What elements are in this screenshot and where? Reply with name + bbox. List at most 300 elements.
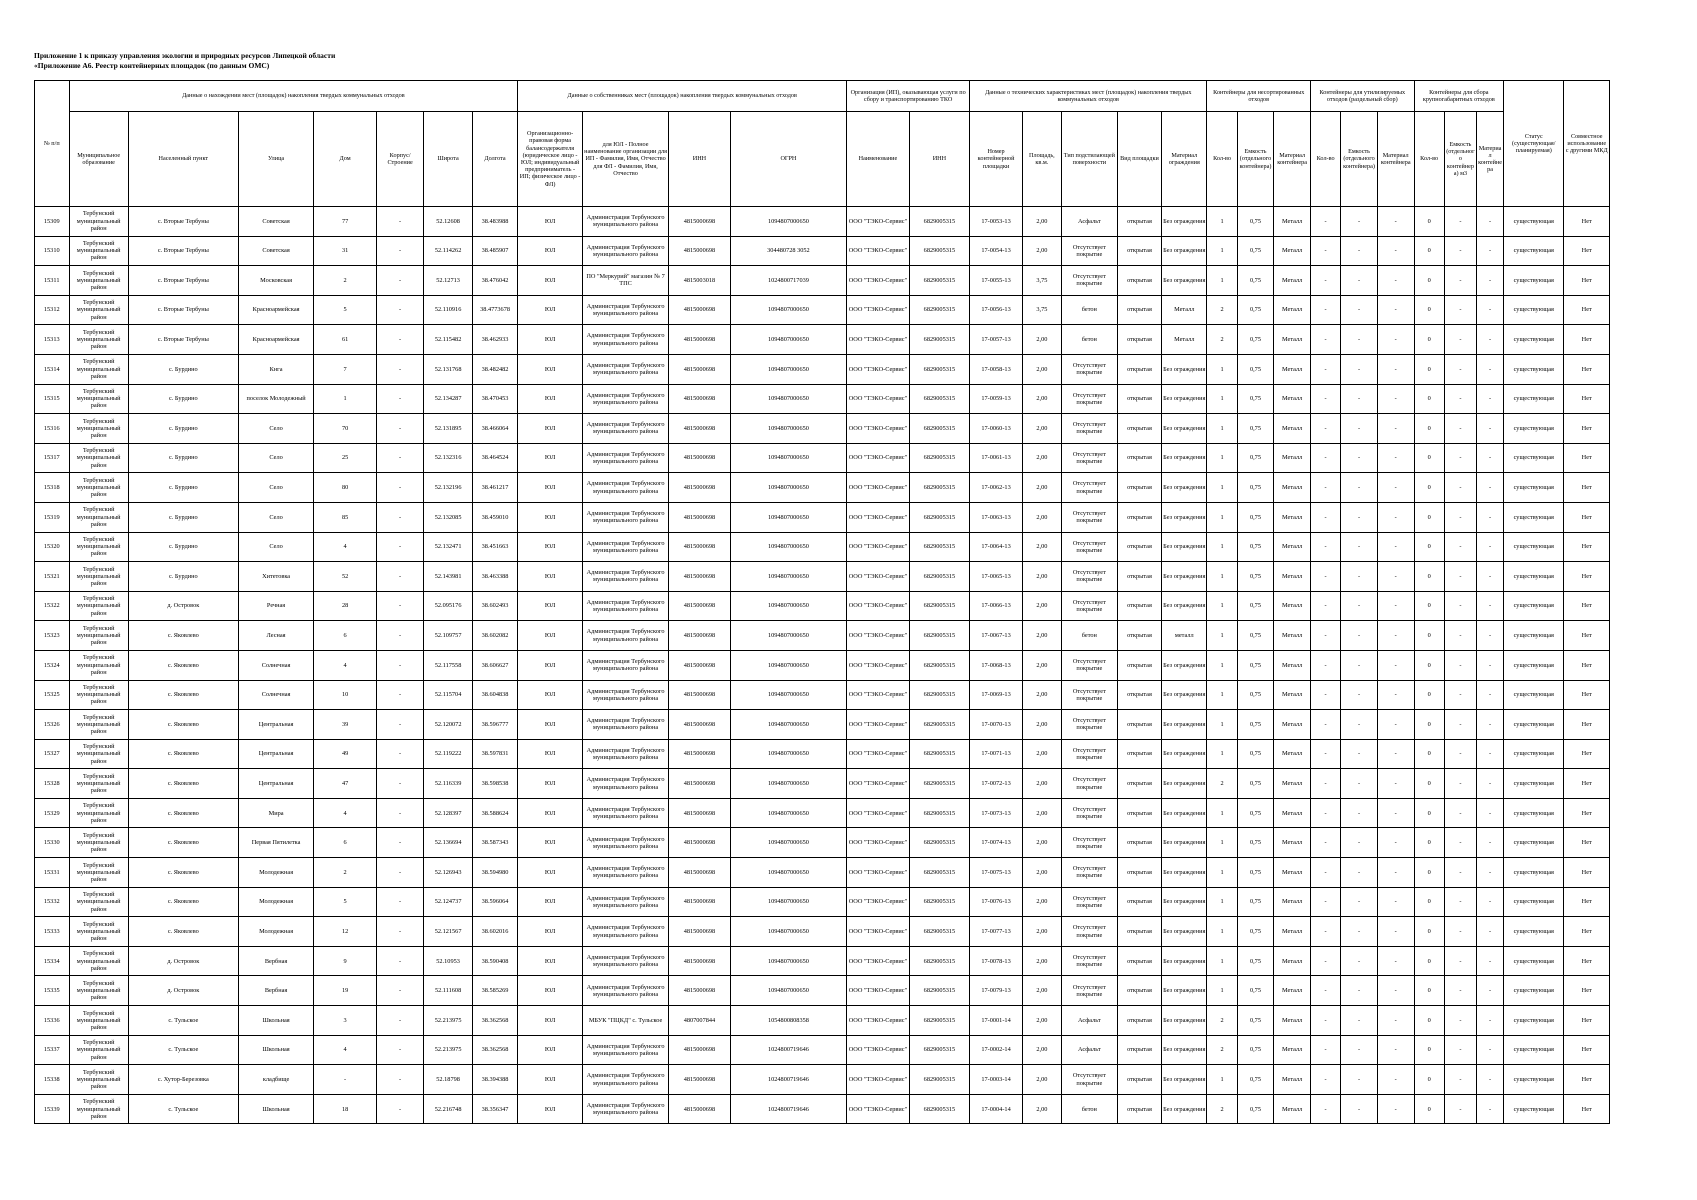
table-cell: - <box>376 236 423 266</box>
table-cell: Молодежная <box>238 917 314 947</box>
table-row <box>35 621 1610 651</box>
table-cell: Администрация Тербунского муниципального района <box>582 946 668 976</box>
table-cell: 52.109757 <box>424 621 473 651</box>
table-cell: - <box>1477 325 1504 355</box>
table-cell: - <box>376 680 423 710</box>
table-cell: 17-0063-13 <box>970 502 1023 532</box>
table-cell: существующая <box>1504 325 1564 355</box>
table-cell: 1094807000650 <box>730 443 847 473</box>
table-cell: Нет <box>1564 1006 1610 1036</box>
table-cell: 4815000698 <box>669 207 730 237</box>
table-cell: - <box>1377 946 1414 976</box>
table-cell: 15319 <box>35 502 70 532</box>
table-cell: - <box>1341 207 1378 237</box>
column-header: Материал контейнера <box>1274 112 1311 207</box>
table-cell: 0 <box>1414 1035 1444 1065</box>
table-cell: 1024800717039 <box>730 266 847 296</box>
table-cell: 1094807000650 <box>730 887 847 917</box>
table-cell: Село <box>238 473 314 503</box>
table-cell: 6829005315 <box>909 207 969 237</box>
column-header: Наименование <box>847 112 910 207</box>
table-cell: существующая <box>1504 680 1564 710</box>
table-cell: - <box>1341 828 1378 858</box>
table-cell: 0 <box>1414 946 1444 976</box>
table-cell: - <box>1377 354 1414 384</box>
table-cell: - <box>1341 266 1378 296</box>
table-cell: существующая <box>1504 1006 1564 1036</box>
table-cell: 4 <box>314 798 377 828</box>
table-cell: - <box>1341 532 1378 562</box>
table-cell: - <box>376 710 423 740</box>
table-cell: существующая <box>1504 473 1564 503</box>
table-cell: Красноармейская <box>238 295 314 325</box>
table-cell: 52.131895 <box>424 414 473 444</box>
table-cell: 52 <box>314 562 377 592</box>
table-cell: ЮЛ <box>518 562 583 592</box>
table-cell: Без ограждения <box>1162 739 1207 769</box>
table-cell: - <box>1444 207 1476 237</box>
table-cell: - <box>1444 443 1476 473</box>
table-cell: 6829005315 <box>909 621 969 651</box>
table-cell: - <box>1477 946 1504 976</box>
table-cell: ЮЛ <box>518 828 583 858</box>
table-cell: Металл <box>1274 236 1311 266</box>
table-cell: ЮЛ <box>518 650 583 680</box>
table-cell: с. Яковлево <box>128 680 238 710</box>
column-header: Площадь, кв.м. <box>1022 112 1061 207</box>
table-cell: Администрация Тербунского муниципального района <box>582 591 668 621</box>
table-cell: 15327 <box>35 739 70 769</box>
table-cell: ЮЛ <box>518 591 583 621</box>
table-cell: Металл <box>1274 443 1311 473</box>
table-cell: 4815000698 <box>669 414 730 444</box>
table-cell: - <box>1341 710 1378 740</box>
table-cell: Нет <box>1564 266 1610 296</box>
table-cell: 2,00 <box>1022 414 1061 444</box>
table-cell: 0 <box>1414 325 1444 355</box>
table-cell: ЮЛ <box>518 295 583 325</box>
table-cell: открытая <box>1117 887 1161 917</box>
table-cell: ЮЛ <box>518 798 583 828</box>
table-cell: Металл <box>1274 621 1311 651</box>
table-cell: - <box>1311 976 1341 1006</box>
table-cell: 38.476042 <box>472 266 517 296</box>
table-cell: 0,75 <box>1237 710 1274 740</box>
table-cell: - <box>1311 473 1341 503</box>
table-cell: Тербунский муниципальный район <box>69 354 128 384</box>
table-cell: - <box>1477 798 1504 828</box>
table-cell: 52.095176 <box>424 591 473 621</box>
table-cell: Без ограждения <box>1162 562 1207 592</box>
table-cell: 1 <box>1207 443 1237 473</box>
table-cell: с. Вторые Тербуны <box>128 295 238 325</box>
table-cell: Металл <box>1274 591 1311 621</box>
table-cell: 38.596777 <box>472 710 517 740</box>
table-cell: 52.213975 <box>424 1035 473 1065</box>
table-cell: открытая <box>1117 354 1161 384</box>
table-cell: ООО "ТЭКО-Сервис" <box>847 887 910 917</box>
table-cell: Тербунский муниципальный район <box>69 295 128 325</box>
table-cell: 52.114262 <box>424 236 473 266</box>
table-cell: 2 <box>314 266 377 296</box>
table-cell: Без ограждения <box>1162 1065 1207 1095</box>
table-cell: 38.596064 <box>472 887 517 917</box>
table-cell: 52.126943 <box>424 858 473 888</box>
table-cell: - <box>1377 798 1414 828</box>
table-cell: открытая <box>1117 1006 1161 1036</box>
table-cell: - <box>1377 917 1414 947</box>
table-cell: - <box>1377 266 1414 296</box>
table-cell: 0 <box>1414 502 1444 532</box>
table-cell: 17-0072-13 <box>970 769 1023 799</box>
table-cell: существующая <box>1504 502 1564 532</box>
table-cell: 17-0062-13 <box>970 473 1023 503</box>
table-cell: 2,00 <box>1022 1065 1061 1095</box>
table-cell: Школьная <box>238 1035 314 1065</box>
table-cell: открытая <box>1117 236 1161 266</box>
table-cell: - <box>1477 384 1504 414</box>
table-cell: 17-0057-13 <box>970 325 1023 355</box>
table-cell: - <box>1444 591 1476 621</box>
table-cell: Металл <box>1274 295 1311 325</box>
table-cell: - <box>1341 887 1378 917</box>
table-cell: - <box>1311 295 1341 325</box>
table-cell: ЮЛ <box>518 946 583 976</box>
table-cell: - <box>1377 1006 1414 1036</box>
table-cell: 17-0068-13 <box>970 650 1023 680</box>
table-cell: Отсутствует покрытие <box>1061 976 1117 1006</box>
table-cell: 9 <box>314 946 377 976</box>
table-cell: - <box>1311 562 1341 592</box>
table-cell: Нет <box>1564 354 1610 384</box>
table-cell: существующая <box>1504 1035 1564 1065</box>
table-cell: Тербунский муниципальный район <box>69 887 128 917</box>
table-cell: - <box>1444 710 1476 740</box>
table-cell: Нет <box>1564 443 1610 473</box>
table-cell: ЮЛ <box>518 414 583 444</box>
table-cell: 0 <box>1414 917 1444 947</box>
table-cell: - <box>1341 591 1378 621</box>
table-cell: с. Яковлево <box>128 739 238 769</box>
table-cell: - <box>376 769 423 799</box>
table-cell: ООО "ТЭКО-Сервис" <box>847 591 910 621</box>
table-row <box>35 384 1610 414</box>
table-cell: - <box>1311 1035 1341 1065</box>
table-cell: 1 <box>1207 473 1237 503</box>
table-cell: 15324 <box>35 650 70 680</box>
table-cell: 38.588624 <box>472 798 517 828</box>
table-cell: 6829005315 <box>909 798 969 828</box>
table-cell: Тербунский муниципальный район <box>69 858 128 888</box>
table-cell: - <box>1311 828 1341 858</box>
table-cell: Администрация Тербунского муниципального района <box>582 621 668 651</box>
table-cell: 38.461217 <box>472 473 517 503</box>
table-cell: - <box>1377 769 1414 799</box>
table-cell: ЮЛ <box>518 769 583 799</box>
table-cell: 2,00 <box>1022 1006 1061 1036</box>
table-row <box>35 828 1610 858</box>
table-cell: 0,75 <box>1237 1035 1274 1065</box>
table-cell: 1094807000650 <box>730 325 847 355</box>
table-cell: 17-0069-13 <box>970 680 1023 710</box>
table-cell: - <box>1477 739 1504 769</box>
table-cell: 4815000698 <box>669 384 730 414</box>
table-cell: - <box>1311 414 1341 444</box>
table-cell: д. Островок <box>128 976 238 1006</box>
table-cell: Без ограждения <box>1162 443 1207 473</box>
table-cell: 0 <box>1414 650 1444 680</box>
table-cell: Отсутствует покрытие <box>1061 858 1117 888</box>
table-cell: с. Бурдино <box>128 562 238 592</box>
table-cell: 17-0059-13 <box>970 384 1023 414</box>
table-cell: Металл <box>1274 562 1311 592</box>
table-cell: ООО "ТЭКО-Сервис" <box>847 680 910 710</box>
table-cell: 52.115704 <box>424 680 473 710</box>
table-cell: с. Вторые Тербуны <box>128 236 238 266</box>
table-cell: Металл <box>1274 710 1311 740</box>
table-row <box>35 354 1610 384</box>
table-cell: - <box>1377 1094 1414 1124</box>
table-cell: - <box>1477 236 1504 266</box>
table-cell: 2,00 <box>1022 591 1061 621</box>
table-cell: 2 <box>1207 1006 1237 1036</box>
table-cell: 2 <box>1207 1035 1237 1065</box>
table-cell: Тербунский муниципальный район <box>69 650 128 680</box>
table-cell: - <box>1341 1035 1378 1065</box>
table-cell: Металл <box>1274 769 1311 799</box>
table-cell: 17-0002-14 <box>970 1035 1023 1065</box>
table-cell: 2 <box>314 858 377 888</box>
table-cell: открытая <box>1117 739 1161 769</box>
table-row <box>35 532 1610 562</box>
table-cell: 15323 <box>35 621 70 651</box>
table-cell: Металл <box>1274 354 1311 384</box>
table-cell: 0,75 <box>1237 1065 1274 1095</box>
group-header: Данные о собственниках мест (площадок) накопления твердых коммунальных отходов <box>518 81 847 112</box>
table-cell: Тербунский муниципальный район <box>69 384 128 414</box>
table-cell: бетон <box>1061 295 1117 325</box>
table-cell: 17-0065-13 <box>970 562 1023 592</box>
table-cell: - <box>1341 414 1378 444</box>
column-header: ИНН <box>909 112 969 207</box>
table-cell: ЮЛ <box>518 207 583 237</box>
table-cell: Отсутствует покрытие <box>1061 650 1117 680</box>
table-cell: 0 <box>1414 1006 1444 1036</box>
table-cell: Администрация Тербунского муниципального района <box>582 887 668 917</box>
table-cell: 17-0075-13 <box>970 858 1023 888</box>
table-cell: Металл <box>1274 917 1311 947</box>
table-cell: Без ограждения <box>1162 384 1207 414</box>
table-cell: - <box>1311 354 1341 384</box>
table-cell: Школьная <box>238 1094 314 1124</box>
group-header: Данные о нахождении мест (площадок) накопления твердых коммунальных отходов <box>69 81 518 112</box>
table-cell: Без ограждения <box>1162 946 1207 976</box>
table-cell: 38.362568 <box>472 1006 517 1036</box>
table-cell: 0 <box>1414 532 1444 562</box>
table-cell: - <box>1341 236 1378 266</box>
table-cell: 17-0076-13 <box>970 887 1023 917</box>
table-cell: 17-0058-13 <box>970 354 1023 384</box>
table-cell: 1094807000650 <box>730 650 847 680</box>
table-cell: 49 <box>314 739 377 769</box>
table-row <box>35 710 1610 740</box>
table-cell: 0 <box>1414 207 1444 237</box>
table-cell: - <box>1444 946 1476 976</box>
table-cell: с. Яковлево <box>128 650 238 680</box>
table-cell: 4 <box>314 650 377 680</box>
table-cell: 4815000698 <box>669 858 730 888</box>
table-cell: Тербунский муниципальный район <box>69 591 128 621</box>
table-cell: - <box>1477 502 1504 532</box>
table-cell: 2,00 <box>1022 769 1061 799</box>
table-cell: - <box>376 473 423 503</box>
table-cell: Без ограждения <box>1162 887 1207 917</box>
table-cell: Асфальт <box>1061 207 1117 237</box>
table-cell: 2 <box>1207 1094 1237 1124</box>
table-cell: Село <box>238 414 314 444</box>
table-cell: 2,00 <box>1022 917 1061 947</box>
table-cell: 1094807000650 <box>730 562 847 592</box>
table-cell: 0,75 <box>1237 917 1274 947</box>
table-cell: 6829005315 <box>909 680 969 710</box>
table-cell: 17-0060-13 <box>970 414 1023 444</box>
table-cell: 15313 <box>35 325 70 355</box>
table-cell: кладбище <box>238 1065 314 1095</box>
column-header: Емкость (отдельного контейнера) <box>1341 112 1378 207</box>
table-cell: 6829005315 <box>909 591 969 621</box>
table-cell: Село <box>238 443 314 473</box>
table-cell: 6829005315 <box>909 887 969 917</box>
table-cell: Нет <box>1564 769 1610 799</box>
table-cell: 2,00 <box>1022 354 1061 384</box>
table-cell: - <box>376 650 423 680</box>
table-cell: Тербунский муниципальный район <box>69 207 128 237</box>
table-cell: 17-0078-13 <box>970 946 1023 976</box>
table-cell: 15311 <box>35 266 70 296</box>
table-cell: 52.116339 <box>424 769 473 799</box>
table-cell: металл <box>1162 621 1207 651</box>
table-cell: Без ограждения <box>1162 1094 1207 1124</box>
table-cell: 2,00 <box>1022 946 1061 976</box>
register-body <box>35 207 1610 1124</box>
table-cell: - <box>376 414 423 444</box>
table-cell: Администрация Тербунского муниципального района <box>582 532 668 562</box>
table-row <box>35 680 1610 710</box>
group-header: Организация (ИП), оказывающая услуги по сбору и транспортированию ТКО <box>847 81 970 112</box>
table-cell: 6829005315 <box>909 443 969 473</box>
table-cell: Солнечная <box>238 650 314 680</box>
table-cell: - <box>1477 680 1504 710</box>
table-cell: 19 <box>314 976 377 1006</box>
table-cell: 0,75 <box>1237 798 1274 828</box>
table-cell: 1054800808358 <box>730 1006 847 1036</box>
table-cell: Отсутствует покрытие <box>1061 354 1117 384</box>
table-cell: 0 <box>1414 236 1444 266</box>
table-cell: Металл <box>1274 887 1311 917</box>
table-cell: 3,75 <box>1022 266 1061 296</box>
table-cell: ООО "ТЭКО-Сервис" <box>847 917 910 947</box>
table-cell: - <box>1341 562 1378 592</box>
table-cell: ООО "ТЭКО-Сервис" <box>847 739 910 769</box>
table-cell: Асфальт <box>1061 1006 1117 1036</box>
table-cell: 0 <box>1414 591 1444 621</box>
table-cell: 4807007844 <box>669 1006 730 1036</box>
table-cell: 1 <box>1207 236 1237 266</box>
table-cell: существующая <box>1504 1094 1564 1124</box>
caption-line-1: Приложение 1 к приказу управления экологии и природных ресурсов Липецкой области <box>34 51 336 60</box>
table-cell: Администрация Тербунского муниципального района <box>582 710 668 740</box>
table-cell: - <box>1341 976 1378 1006</box>
table-cell: Тербунский муниципальный район <box>69 680 128 710</box>
column-header: Материал контейнера <box>1377 112 1414 207</box>
table-cell: Тербунский муниципальный район <box>69 325 128 355</box>
table-cell: - <box>1377 325 1414 355</box>
table-cell: Нет <box>1564 236 1610 266</box>
table-cell: 17-0055-13 <box>970 266 1023 296</box>
table-cell: Администрация Тербунского муниципального района <box>582 917 668 947</box>
table-cell: 4815000698 <box>669 562 730 592</box>
table-cell: - <box>1341 354 1378 384</box>
table-cell: 15321 <box>35 562 70 592</box>
table-cell: 6829005315 <box>909 1094 969 1124</box>
table-cell: Отсутствует покрытие <box>1061 591 1117 621</box>
table-cell: 1094807000650 <box>730 739 847 769</box>
table-cell: - <box>1341 1094 1378 1124</box>
column-header: Статус (существующая/ планируемая) <box>1504 81 1564 207</box>
table-cell: Тербунский муниципальный район <box>69 266 128 296</box>
table-cell: 2,00 <box>1022 443 1061 473</box>
table-cell: - <box>1377 414 1414 444</box>
table-cell: 1 <box>1207 946 1237 976</box>
table-cell: 15318 <box>35 473 70 503</box>
table-cell: - <box>376 384 423 414</box>
table-cell: 12 <box>314 917 377 947</box>
table-cell: 1 <box>1207 562 1237 592</box>
table-cell: ООО "ТЭКО-Сервис" <box>847 650 910 680</box>
table-cell: Администрация Тербунского муниципального района <box>582 1035 668 1065</box>
table-cell: 17-0074-13 <box>970 828 1023 858</box>
table-cell: открытая <box>1117 946 1161 976</box>
table-cell: открытая <box>1117 798 1161 828</box>
table-cell: 6829005315 <box>909 354 969 384</box>
table-cell: - <box>1311 887 1341 917</box>
table-cell: 15309 <box>35 207 70 237</box>
table-cell: Металл <box>1274 325 1311 355</box>
table-cell: открытая <box>1117 502 1161 532</box>
table-cell: Металл <box>1162 325 1207 355</box>
table-cell: 2,00 <box>1022 207 1061 237</box>
table-cell: ООО "ТЭКО-Сервис" <box>847 266 910 296</box>
table-cell: - <box>1341 621 1378 651</box>
table-cell: - <box>314 1065 377 1095</box>
table-cell: с. Тульское <box>128 1006 238 1036</box>
table-cell: 52.128397 <box>424 798 473 828</box>
table-cell: Нет <box>1564 946 1610 976</box>
table-cell: 1094807000650 <box>730 354 847 384</box>
table-cell: Нет <box>1564 828 1610 858</box>
table-cell: 6829005315 <box>909 1065 969 1095</box>
table-cell: 6829005315 <box>909 473 969 503</box>
table-cell: 4815000698 <box>669 473 730 503</box>
table-cell: 0,75 <box>1237 266 1274 296</box>
table-cell: 15339 <box>35 1094 70 1124</box>
table-cell: Без ограждения <box>1162 266 1207 296</box>
table-cell: Металл <box>1274 1065 1311 1095</box>
table-cell: 15332 <box>35 887 70 917</box>
table-cell: с. Хутор-Березовка <box>128 1065 238 1095</box>
table-cell: с. Бурдино <box>128 384 238 414</box>
table-cell: 6829005315 <box>909 1006 969 1036</box>
